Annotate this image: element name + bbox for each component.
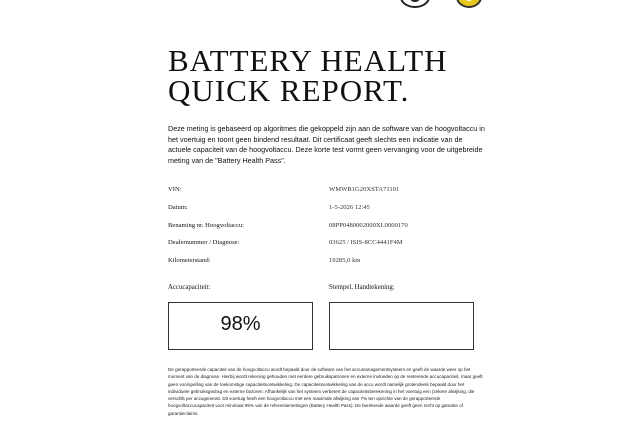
field-label: Datum:	[168, 203, 188, 211]
field-label: Kilometerstand:	[168, 257, 211, 265]
field-label: Dealernummer / Diagnose:	[168, 239, 240, 247]
field-row	[168, 204, 478, 222]
field-value: 19285,0 km	[329, 257, 361, 265]
field-value: 1-5-2026 12:45	[329, 203, 370, 211]
field-row	[168, 239, 478, 257]
brand-badge-icon	[456, 0, 482, 8]
report-fields	[168, 186, 478, 275]
field-value: 08PP0480002000XL0000170	[329, 221, 408, 229]
field-value: WMWB1G20XSTA71101	[329, 186, 400, 193]
brand-logos	[400, 0, 490, 10]
capacity-label: Accucapaciteit:	[168, 284, 211, 291]
field-row	[168, 257, 478, 275]
intro-paragraph: Deze meting is gebaseerd op algoritmes die gekoppeld zijn aan de software van de hoogvoltaccu in het voertuig en toont geen bindend resultaat. Dit certificaat geeft slechts een indicatie van de actuele capaciteit van de hoogvoltaccu. Deze korte test vormt geen vervanging voor de uitgebreide meting van de "Battery Health Pass".	[168, 124, 485, 165]
brand-logo-icon	[400, 0, 430, 8]
field-value: 03625 / ISIS-8CC4441F4M	[329, 239, 403, 247]
field-row	[168, 186, 478, 204]
stamp-label: Stempel, Handtekening:	[329, 284, 395, 291]
field-row	[168, 222, 478, 240]
stamp-box	[329, 302, 474, 350]
disclaimer-text: De gerapporteerde capaciteit van de hoogvoltaccu wordt bepaald door de software van het accumanagementsysteem en geeft de waarde weer op het moment van de diagnose. Hierbij wordt rekening gehouden met eerdere gebruikspatronen en externe invloeden op de resterende accucapaciteit, maar geeft geen voorspelling van de toekomstige capaciteitsontwikkeling. De capaciteitsontwikkeling van de accu wordt namelijk grotendeels bepaald door het individuele gebruiksgedrag en externe factoren. Afhankelijk van het systeem verbetert de capaciteitsberekening in het voertuig een (zekere afwijking, die verschilt per accugenerati. Dit voertuig heeft een hoogvoltaccu met een maximale afwijking van 7% ten opzichte van de gerapporteerde hoogvoltaccucapaciteit voor minimaal 95% van de referentiemetingen (Battery Health Pass). De berekende waarde geeft geen recht op garantie of garantieclaims.	[168, 367, 483, 416]
field-label: VIN:	[168, 186, 182, 193]
title-line-2: QUICK REPORT.	[168, 73, 410, 108]
title-line-1: BATTERY HEALTH	[168, 43, 448, 78]
capacity-box	[168, 302, 313, 350]
capacity-value: 98%	[220, 313, 261, 335]
report-title	[168, 43, 448, 108]
field-label: Benaming nr. Hoogvoltaccu:	[168, 221, 244, 229]
